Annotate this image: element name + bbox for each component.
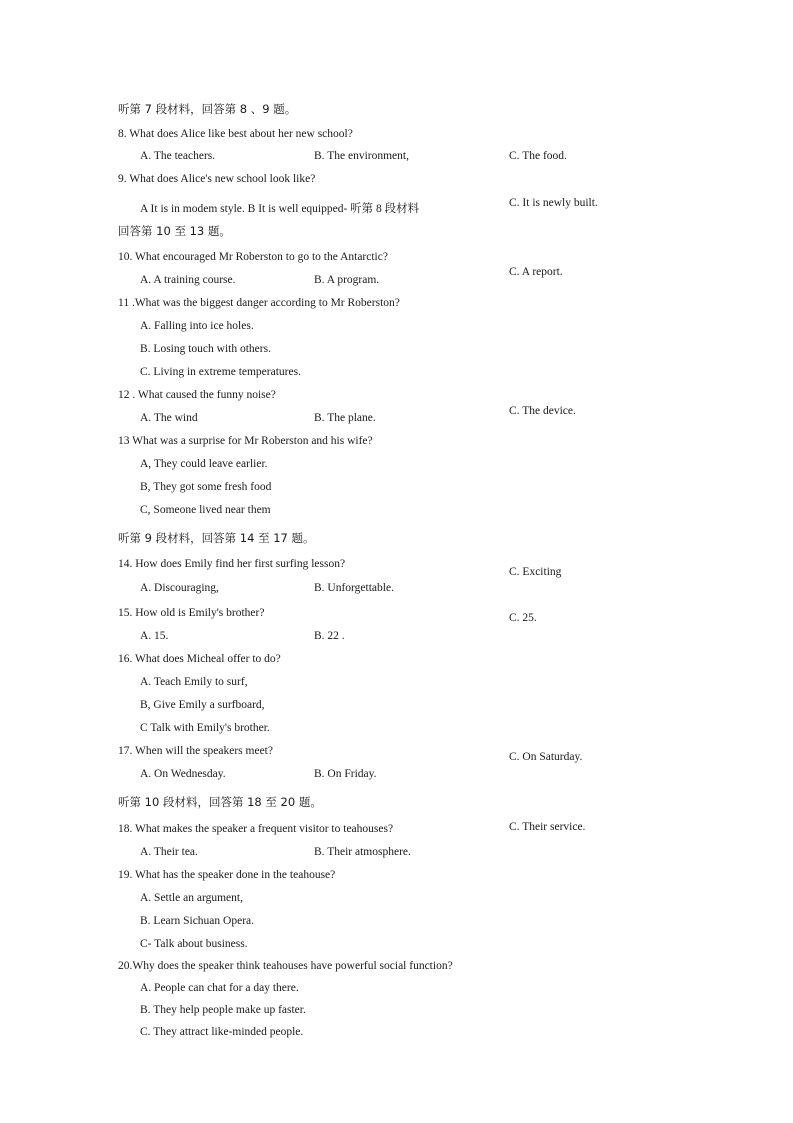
question-18-option-b: B. Their atmosphere. — [314, 846, 411, 858]
question-20-option-c: C. They attract like-minded people. — [140, 1026, 304, 1038]
question-16: 16. What does Micheal offer to do? — [118, 653, 281, 665]
section-9-header: 听第 9 段材料，回答第 14 至 17 题。 — [118, 531, 315, 545]
question-11-option-c: C. Living in extreme temperatures. — [140, 366, 301, 378]
question-13-option-a: A, They could leave earlier. — [140, 458, 268, 470]
question-12-option-a: A. The wind — [140, 412, 198, 424]
question-16-option-a: A. Teach Emily to surf, — [140, 676, 248, 688]
question-14-option-a: A. Discouraging, — [140, 582, 219, 594]
question-20-option-a: A. People can chat for a day there. — [140, 982, 299, 994]
question-13: 13 What was a surprise for Mr Roberston and his wife? — [118, 435, 373, 447]
question-14-option-c: C. Exciting — [509, 566, 562, 578]
section-7-header: 听第 7 段材料，回答第 8 、9 题。 — [118, 102, 297, 116]
question-8-option-b: B. The environment, — [314, 150, 409, 162]
question-10: 10. What encouraged Mr Roberston to go to the Antarctic? — [118, 251, 388, 263]
question-8: 8. What does Alice like best about her new school? — [118, 128, 353, 140]
question-17: 17. When will the speakers meet? — [118, 745, 273, 757]
question-9-option-c: C. It is newly built. — [509, 197, 598, 209]
question-20-option-b: B. They help people make up faster. — [140, 1004, 306, 1016]
section-10-header: 听第 10 段材料，回答第 18 至 20 题。 — [118, 795, 322, 809]
question-17-option-c: C. On Saturday. — [509, 751, 583, 763]
question-10-option-c: C. A report. — [509, 266, 563, 278]
question-12: 12 . What caused the funny noise? — [118, 389, 276, 401]
question-11: 11 .What was the biggest danger according to Mr Roberston? — [118, 297, 400, 309]
question-11-option-a: A. Falling into ice holes. — [140, 320, 254, 332]
question-12-option-c: C. The device. — [509, 405, 576, 417]
question-9: 9. What does Alice's new school look like? — [118, 173, 316, 185]
section-8-header: 回答第 10 至 13 题。 — [118, 224, 231, 238]
question-8-option-a: A. The teachers. — [140, 150, 216, 162]
question-10-option-a: A. A training course. — [140, 274, 236, 286]
question-10-option-b: B. A program. — [314, 274, 380, 286]
question-17-option-a: A. On Wednesday. — [140, 768, 226, 780]
question-19-option-b: B. Learn Sichuan Opera. — [140, 915, 255, 927]
question-14: 14. How does Emily find her first surfing lesson? — [118, 558, 346, 570]
question-19: 19. What has the speaker done in the teahouse? — [118, 869, 336, 881]
question-14-option-b: B. Unforgettable. — [314, 582, 394, 594]
question-11-option-b: B. Losing touch with others. — [140, 343, 271, 355]
question-16-option-c: C Talk with Emily's brother. — [140, 722, 270, 734]
question-16-option-b: B, Give Emily a surfboard, — [140, 699, 265, 711]
question-8-option-c: C. The food. — [509, 150, 567, 162]
question-15: 15. How old is Emily's brother? — [118, 607, 265, 619]
question-17-option-b: B. On Friday. — [314, 768, 377, 780]
question-18: 18. What makes the speaker a frequent visitor to teahouses? — [118, 823, 394, 835]
question-12-option-b: B. The plane. — [314, 412, 376, 424]
question-19-option-c: C- Talk about business. — [140, 938, 248, 950]
question-9-options-ab: A It is in modem style. B It is well equipped- 听第 8 段材料 — [140, 203, 420, 215]
question-15-option-c: C. 25. — [509, 612, 537, 624]
question-19-option-a: A. Settle an argument, — [140, 892, 243, 904]
question-15-option-b: B. 22 . — [314, 630, 345, 642]
question-18-option-a: A. Their tea. — [140, 846, 198, 858]
question-18-option-c: C. Their service. — [509, 821, 586, 833]
question-13-option-c: C, Someone lived near them — [140, 504, 271, 516]
question-20: 20.Why does the speaker think teahouses have powerful social function? — [118, 960, 453, 972]
question-13-option-b: B, They got some fresh food — [140, 481, 272, 493]
question-15-option-a: A. 15. — [140, 630, 169, 642]
